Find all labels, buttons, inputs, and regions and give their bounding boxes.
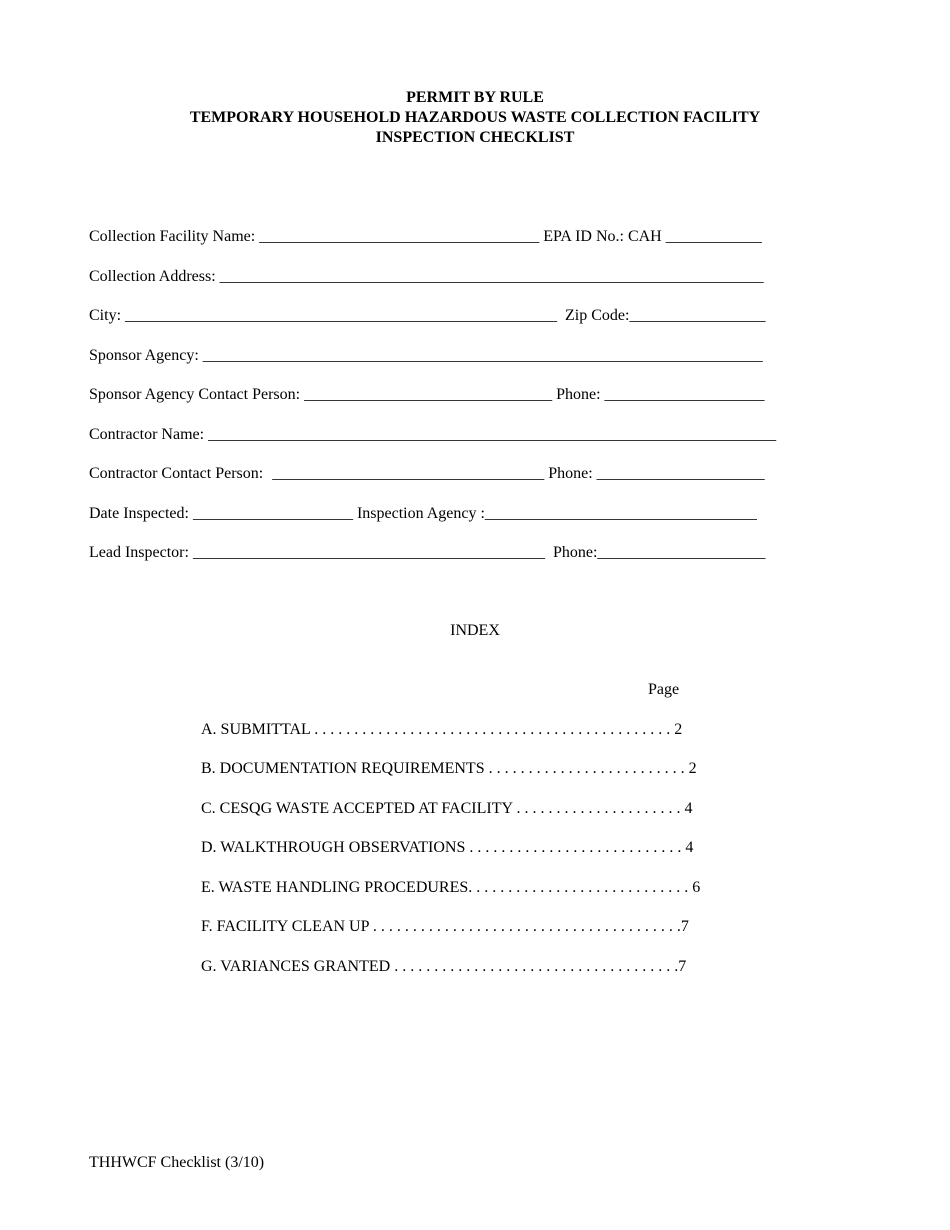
index-title: INDEX xyxy=(450,622,500,639)
title-facility-type: TEMPORARY HOUSEHOLD HAZARDOUS WASTE COLLECTION FACILITY xyxy=(189,109,761,126)
sponsor-agency-field[interactable]: ______________________________________________________________________ xyxy=(202,347,763,364)
index-item-documentation: B. DOCUMENTATION REQUIREMENTS . . . . . . . . . . . . . . . . . . . . . . . . . 2 xyxy=(201,760,697,777)
footer-form-id: THHWCF Checklist (3/10) xyxy=(89,1154,265,1171)
lead-inspector-field[interactable]: ____________________________________________ xyxy=(192,544,545,561)
row-lead-inspector xyxy=(89,541,825,565)
lead-phone-field[interactable]: _____________________ xyxy=(597,544,766,561)
sponsor-phone-label: Phone: xyxy=(556,386,601,403)
zip-code-field[interactable]: _________________ xyxy=(629,307,766,324)
title-block xyxy=(0,88,950,148)
inspection-agency-field[interactable]: __________________________________ xyxy=(484,505,757,522)
row-collection-address xyxy=(89,265,825,289)
contractor-phone-label: Phone: xyxy=(548,465,593,482)
contractor-contact-label: Contractor Contact Person: xyxy=(89,465,264,482)
collection-address-field[interactable]: ____________________________________________________________________ xyxy=(219,268,764,285)
city-label: City: xyxy=(89,307,122,324)
row-contractor-name xyxy=(89,423,825,447)
sponsor-contact-label: Sponsor Agency Contact Person: xyxy=(89,386,301,403)
index-item-clean-up: F. FACILITY CLEAN UP . . . . . . . . . . . . . . . . . . . . . . . . . . . . . . . . . . . . . . .7 xyxy=(201,918,689,935)
row-sponsor-agency xyxy=(89,344,825,368)
contractor-name-field[interactable]: _______________________________________________________________________ xyxy=(208,426,777,443)
row-city-zip xyxy=(89,304,825,328)
inspection-agency-label: Inspection Agency : xyxy=(356,505,485,522)
sponsor-agency-label: Sponsor Agency: xyxy=(89,347,199,364)
lead-inspector-label: Lead Inspector: xyxy=(89,544,189,561)
sponsor-phone-field[interactable]: ____________________ xyxy=(604,386,765,403)
contractor-contact-field[interactable]: __________________________________ xyxy=(272,465,545,482)
index-item-submittal: A. SUBMITTAL . . . . . . . . . . . . . . . . . . . . . . . . . . . . . . . . . . . . . . . . . . . . . 2 xyxy=(201,721,683,738)
index-item-cesqg-waste: C. CESQG WASTE ACCEPTED AT FACILITY . . . . . . . . . . . . . . . . . . . . . 4 xyxy=(201,800,693,817)
title-inspection-checklist: INSPECTION CHECKLIST xyxy=(375,129,575,146)
contractor-phone-field[interactable]: _____________________ xyxy=(596,465,765,482)
zip-code-label: Zip Code: xyxy=(565,307,630,324)
index-item-variances: G. VARIANCES GRANTED . . . . . . . . . . . . . . . . . . . . . . . . . . . . . . . . . . . .7 xyxy=(201,958,687,975)
row-facility-name xyxy=(89,225,825,249)
facility-name-field[interactable]: ___________________________________ xyxy=(259,228,540,245)
facility-name-label: Collection Facility Name: xyxy=(89,228,256,245)
lead-phone-label: Phone: xyxy=(552,544,598,561)
row-contractor-contact xyxy=(89,462,825,486)
index-item-walkthrough: D. WALKTHROUGH OBSERVATIONS . . . . . . . . . . . . . . . . . . . . . . . . . . . 4 xyxy=(201,839,694,856)
row-sponsor-contact xyxy=(89,383,825,407)
collection-address-label: Collection Address: xyxy=(89,268,216,285)
date-inspected-field[interactable]: ____________________ xyxy=(192,505,353,522)
index-item-waste-handling: E. WASTE HANDLING PROCEDURES. . . . . . . . . . . . . . . . . . . . . . . . . . . . 6 xyxy=(201,879,701,896)
date-inspected-label: Date Inspected: xyxy=(89,505,189,522)
row-date-agency xyxy=(89,502,825,526)
contractor-name-label: Contractor Name: xyxy=(89,426,205,443)
index-page-column-header: Page xyxy=(648,681,680,698)
title-permit-by-rule: PERMIT BY RULE xyxy=(406,89,544,106)
epa-id-field[interactable]: ____________ xyxy=(665,228,762,245)
city-field[interactable]: ______________________________________________________ xyxy=(125,307,558,324)
epa-id-label: EPA ID No.: CAH xyxy=(543,228,662,245)
sponsor-contact-field[interactable]: _______________________________ xyxy=(304,386,553,403)
